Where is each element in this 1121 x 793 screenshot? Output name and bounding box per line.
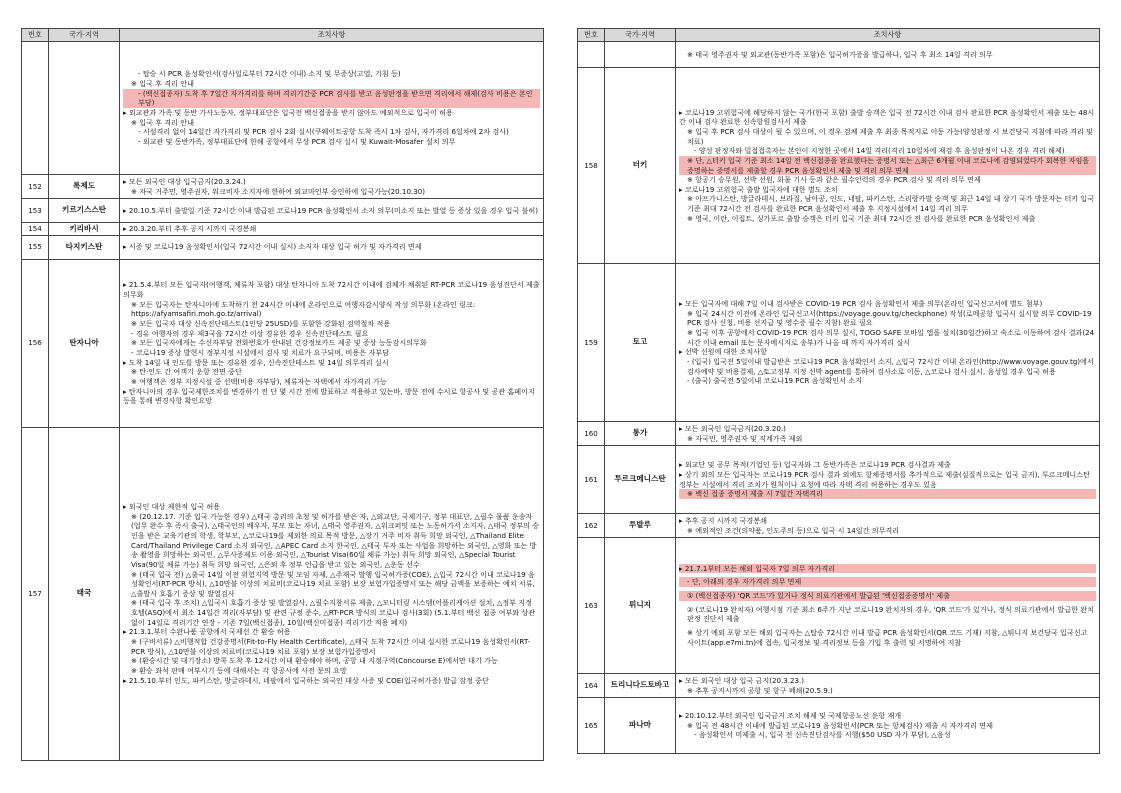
- measures-cell: [120, 223, 544, 236]
- measures-cell: [120, 42, 544, 175]
- measure-line: ※ 입국 후 PCR 검사 대상이 될 수 있으며, 이 경우 검체 제출 후 최종 목적지로 이동 가능(양성판정 시 보건당국 지침에 따라 격리 및 치료): [687, 126, 1093, 146]
- measure-line: ▸ 상기 외의 모든 입국자는 코로나19 PCR 검사 결과 외에도 항체증명서를 추가적으로 제출(실질적으로는 입국 금지), 투르크메니스탄 정부는 시설에서 격리 조치가 원칙이나 요청에 따라 자택 격리 허용하는 경우도 있음: [679, 469, 1090, 489]
- measure-line: ※ (환승시간 및 대기장소) 방콕 도착 후 12시간 이내 환승해야 하며, 공항 내 지정구역(Concourse E)에서만 대기 가능: [131, 656, 498, 666]
- row-number: 165: [578, 698, 605, 754]
- table-row: [22, 427, 544, 760]
- country-name: 통가: [605, 422, 676, 446]
- measure-line: ▸ 20.3.20.부터 추후 공지 시까지 국경봉쇄: [123, 224, 257, 233]
- header-measures: 조치사항: [676, 29, 1100, 42]
- row-number: [22, 42, 49, 175]
- measure-line: ※ (구비서류) △비행적합 건강증명서(Fit-to-Fly Health Certificate), △태국 도착 72시간 이내 실시한 코로나19 음성확인서(RT-PCR 방식), △10만불 이상의 치료비(코로나19 치료 포함) 보장 보험가입증명서: [131, 637, 531, 656]
- measure-line: ▸ 모든 외국인 대상 입국 금지(20.3.23.): [679, 675, 805, 685]
- measures-cell: [120, 427, 544, 760]
- entry-restrictions-table-left: [21, 28, 544, 761]
- measure-line: ※ 모든 입국자에게는 수신자부담 전화번호가 안내된 건강정보카드 제공 및 증상 능동감시의무화: [131, 338, 427, 348]
- measure-line: ▸ 탄자니아의 경우 입국제한조치를 변경하기 전 단 몇 시간 전에 발표하고 적용하고 있는바, 방문 전에 수시로 항공사 및 공관 홈페이지 등을 통해 변경사항 확인요망: [123, 386, 535, 406]
- measure-line: ※ 입국 24시간 이전에 온라인 입국신고서(https://voyage.gouv.tg/checkphone) 작성(로메공항 입국시 실시할 의무 COVID-19 PCR 검사 신청, 비용 선지급 및 영수증 필수 지참) 완료 필요: [687, 308, 1092, 328]
- measure-line: ▸ 도착 14일 내 인도를 방문 또는 경유한 경우, 신속진단테스트 및 14일 의무격리 실시: [123, 357, 389, 367]
- row-number: 162: [578, 514, 605, 538]
- country-name: 록제도: [49, 175, 120, 199]
- table-row: [578, 446, 1100, 514]
- measure-line: ※ 입국 이후 공항에서 COVID-19 PCR 검사 의무 실시, TOGO SAFE 모바일 앱을 설치(30일간)하고 숙소로 이동하여 검사 결과(24시간 이내 email 또는 문자메시지로 송부)가 나올 때 까지 자가격리 실시: [687, 328, 1095, 347]
- measure-line: ※ 입국 후 격리 안내: [131, 117, 194, 127]
- country-name: 키리바시: [49, 223, 120, 236]
- measure-line: ※ 추후 공지시까지 공항 및 항구 폐쇄(20.5.9.): [687, 685, 833, 695]
- right-table-column: [577, 28, 1100, 754]
- table-row: [22, 235, 544, 259]
- measure-line: ▸ 20.10.5.부터 출발일 기준 72시간 이내 발급된 코로나19 PCR 음성확인서 소지 의무(미소지 또는 발열 등 증상 있을 경우 입국 불허): [123, 205, 538, 215]
- row-number: [578, 42, 605, 68]
- measure-line: - 외교관 및 동반가족, 정부대표단에 한해 공항에서 무상 PCR 검사 실시 및 Kuwait-Mosafer 설치 의무: [138, 136, 456, 146]
- row-number: 164: [578, 674, 605, 698]
- measure-line: ※ 아프가니스탄, 방글라데시, 브라질, 남아공, 인도, 네팔, 파키스탄, 스리랑카발 승객 및 최근 14일 내 상기 국가 방문자는 터키 입국 기준 최대 72시간 전 검사를 완료한 PCR 음성확인서 제출 후 지정시설에서 14일 격리 의무: [687, 194, 1095, 214]
- measure-line: - 음성확인서 미제출 시, 입국 전 신속진단검사를 시행($50 USD 자가 부담), △음성: [694, 730, 951, 740]
- header-number: 번호: [578, 29, 605, 42]
- table-row: [22, 42, 544, 175]
- measure-line: ▸ 시증 및 코로나19 음성확인서(입국 72시간 이내 실시) 소지자 대상 입국 허가 및 자가격리 면제: [123, 242, 422, 252]
- measure-line: - 양성 판정자와 밀접접촉자는 본인이 지정한 곳에서 14일 격리(격리 10일차에 재검 후 음성판정이 나온 경우 격리 해제): [694, 146, 1065, 156]
- measure-line: - 단, 아래의 경우 자가격리 의무 면제: [679, 577, 1096, 587]
- country-name: [605, 42, 676, 68]
- measure-line: ※ 태국 영주권자 및 외교관(동반가족 포함)은 입국허가증을 발급하나, 입국 후 최소 14일 격리 의무: [687, 49, 993, 59]
- measure-line: ▸ 모든 외국인 입국금지(20.3.20.): [679, 423, 786, 433]
- header-country: 국가·지역: [49, 29, 120, 42]
- measure-line: - 시설격리 없이 14일간 자가격리 및 PCR 검사 2회 실시(쿠웨이트공항 도착 즉시 1차 검사, 자가격리 6일차에 2차 검사): [138, 127, 509, 137]
- measures-cell: [676, 674, 1100, 698]
- measure-line: ▸ 모든 입국자에 대해 7일 이내 검사받은 COVID-19 PCR 검사 음성확인서 제출 의무(온라인 입국신고서에 별도 첨부): [679, 299, 1043, 309]
- measure-line: ▸ 코로나19 고위험국 출발 입국자에 대한 별도 조치: [679, 184, 838, 194]
- table-row: [578, 68, 1100, 264]
- row-number: 158: [578, 68, 605, 264]
- row-number: 160: [578, 422, 605, 446]
- table-row: [578, 42, 1100, 68]
- measure-line: ※ 상기 예외 포함 모든 해외 입국자는 △탑승 72시간 이내 발급 PCR 음성확인서(QR 코드 기재) 지참, △튀니지 보건당국 입국신고 사이트(app.e7mi.tn)에 접속, 입국정보 및 격리정보 등을 기입 후 출력 및 서명하여 지참: [687, 627, 1088, 647]
- measure-line: ※ 탄·인도 간 여객기 운항 전면 중단: [131, 367, 242, 377]
- measure-line: ▸ 외국인 대상 제한적 입국 허용: [123, 502, 221, 512]
- entry-restrictions-table-right: [577, 28, 1100, 754]
- measure-line: ▸ 외교단 및 공무 목적(기업인 등) 입국자와 그 동반가족은 코로나19 PCR 검사결과 제출: [679, 460, 951, 470]
- measure-line: - 탑승 시 PCR 음성확인서(검사일로부터 72시간 이내) 소지 및 무증상(고열, 기침 등): [138, 69, 401, 79]
- country-name: 키르기스스탄: [49, 199, 120, 223]
- measure-line: ※ (20.12.17. 기준 입국 가능한 경우) △태국 총리의 초청 및 허가를 받은 자, △외교단, 국제기구, 정부 대표단, △필수 물품 운송자(업무 완수 후 즉시 출국), △태국인의 배우자, 부모 또는 자녀, △태국 영주권자, △워크퍼밋 또는 노동허가서 소지자, △태국 정부의 승인을 받은 교육기관의 학생, 학부모, △코로나19를 제외한 의료 목적 방문, △장기 거주 비자 취득 희망 외국인, △Thailand Elite Card/Thailand Privilege Card 소지 외국인, △APEC Card 소지 한국인, △태국 투자 또는 사업을 희망하는 외국인, △영화 또는 방송 촬영을 희망하는 외국인, △무사증제도 이용 외국인, △Tourist Visa(60일 체류 가능) 취득 희망 외국인, △Special Tourist Visa(90일 체류 가능) 취득 희망 외국인, △은퇴 후 정부 언급을 받고 있는 외국인, △운동 선수: [131, 511, 540, 569]
- country-name: [49, 42, 120, 175]
- table-row: [22, 199, 544, 223]
- measure-line: ※ 백신 접종 증명서 제출 시 7일간 자택격리: [679, 489, 1096, 499]
- table-row: [578, 698, 1100, 754]
- table-row: [578, 514, 1100, 538]
- country-name: 트리니다드토바고: [605, 674, 676, 698]
- measures-cell: [120, 259, 544, 427]
- measure-line: ※ 여행객은 정부 지정시설 중 선택(비용 자부담), 체류자는 자택에서 자가격리 가능: [131, 376, 387, 386]
- measure-line: ② (코로나19 완치자) 여행시점 기준 최소 6주가 지난 코로나19 완치자의 경우, 'QR 코드'가 있거나, 정식 의료기관에서 발급한 완치판정 진단서 제출: [687, 604, 1094, 624]
- measures-cell: [120, 235, 544, 259]
- row-number: 155: [22, 235, 49, 259]
- measure-line: ▸ 추후 공지 시까지 국경봉쇄: [679, 515, 767, 525]
- row-number: 153: [22, 199, 49, 223]
- measures-cell: [676, 514, 1100, 538]
- table-header-row: [22, 29, 544, 42]
- country-name: 튀니지: [605, 538, 676, 674]
- measure-line: ▸ 코로나19 고위험국에 해당하지 않는 국가(한국 포함) 출발 승객은 입국 전 72시간 이내 검사 완료한 PCR 음성확인서 제출 또는 48시간 이내 검사 완료한 신속항원검사서 제출: [679, 107, 1095, 127]
- measures-cell: [676, 538, 1100, 674]
- table-header-row: [578, 29, 1100, 42]
- country-name: 토고: [605, 264, 676, 422]
- measure-line: ※ (태국 입국 전) △출국 14일 이전 위험지역 방문 및 모임 자제, △주재국 발행 입국허가증(COE), △입국 72시간 이내 코로나19 음성확인서(RT-PCR 방식), △10만불 이상의 치료비(코로나19 치료 포함) 보장 보험가입증명서 또는 해당 금액을 보증하는 예치 서류, △출발시 호흡기 증상 및 발열검사: [131, 569, 535, 598]
- measure-line: - 코로나19 증상 발현시 정부지정 시설에서 검사 및 치료가 요구되며, 비용은 자부담: [131, 347, 389, 357]
- table-row: [578, 264, 1100, 422]
- measure-line: ▸ 21.3.1.부터 수완나품 공항에서 국제선 간 환승 허용: [123, 627, 291, 637]
- measure-line: ※ 입국 전 48시간 이내에 발급된 코로나19 음성확인서(PCR 또는 항체검사) 제출 시 자가격리 면제: [687, 720, 993, 730]
- measure-line: ▸ 20.10.12.부터 외국인 입국금지 조치 해제 및 국제항공노선 운항 재개: [679, 711, 902, 721]
- measures-cell: [676, 68, 1100, 264]
- measure-line: ※ 자국민, 영주권자 및 직계가족 제외: [687, 433, 803, 443]
- table-row: [22, 259, 544, 427]
- country-name: 투발루: [605, 514, 676, 538]
- measure-line: ▸ 21.7.1부터 모든 해외 입국자 7일 의무 자가격리: [679, 564, 1096, 574]
- country-name: 태국: [49, 427, 120, 760]
- country-name: 투르크메니스탄: [605, 446, 676, 514]
- measure-line: - 경유 여행자의 경우 제3국을 72시간 이상 경유한 경우 신속진단테스트 필요: [131, 328, 369, 338]
- measure-line: - (입국) 입국전 5일이내 발급받은 코로나19 PCR 음성확인서 소지, △입국 72시간 이내 온라인(http://www.voyage.gouv.tg)에서 검사예약 및 비용결제, △토고정부 지정 선박 agent를 통하여 검사소로 이동, △코로나 검사 실시, 음성일 경우 입국 허용: [687, 356, 1094, 376]
- measure-line: ※ 환승 좌석 판매 여부시기 등에 대해서는 각 항공사에 사전 문의 요망: [131, 665, 347, 675]
- measures-cell: [676, 42, 1100, 68]
- measures-cell: [120, 199, 544, 223]
- measures-cell: [676, 264, 1100, 422]
- measure-line: ※ 영국, 이란, 이집트, 싱가포르 출발 승객은 터키 입국 기준 최대 72시간 전 검사를 완료한 PCR 음성확인서 제출: [687, 213, 1036, 223]
- measure-line: ▸ 21.5.4.부터 모든 입국자(여행객, 체류자 포함) 대상 탄자니아 도착 72시간 이내에 검체가 채취된 RT-PCR 코로나19 음성진단서 제출 의무화: [123, 280, 540, 300]
- measures-cell: [120, 175, 544, 199]
- country-name: 타지키스탄: [49, 235, 120, 259]
- measure-line: ※ 단, △터키 입국 기준 최소 14일 전 백신접종을 완료했다는 증명서 또는 △최근 6개월 이내 코로나에 감염되었다가 회복한 자임을 증명하는 증명서를 제출할 경우 PCR 음성확인서 제출 및 격리 의무 면제: [679, 156, 1096, 175]
- measure-line: ▸ 외교관과 가족 및 동반 가사노동자, 정부대표단은 입국전 백신접종을 받지 않아도 예외적으로 입국이 허용: [123, 108, 453, 117]
- row-number: 157: [22, 427, 49, 760]
- measure-line: - (출국) 출국전 5일이내 코로나19 PCR 음성확인서 소지: [687, 376, 862, 386]
- country-name: 파나마: [605, 698, 676, 754]
- table-row: [22, 175, 544, 199]
- measure-line: ※ 모든 입국자 대상 신속진단테스트(1인당 25USD)를 포함한 강화된 검역절차 적용: [131, 319, 391, 329]
- measure-line: ※ 자국 거주민, 영주권자, 워크비자 소지자에 한하여 외교마인부 승인하에 입국가능(20.10.30): [131, 186, 426, 196]
- row-number: 154: [22, 223, 49, 236]
- country-name: 탄자니아: [49, 259, 120, 427]
- row-number: 161: [578, 446, 605, 514]
- table-row: [22, 223, 544, 236]
- country-name: 터키: [605, 68, 676, 264]
- measure-line: ▸ 선박 선원에 대한 조치사항: [679, 347, 767, 357]
- measures-cell: [676, 446, 1100, 514]
- table-row: [578, 538, 1100, 674]
- left-table-column: [21, 28, 544, 761]
- row-number: 163: [578, 538, 605, 674]
- table-body-left: [22, 42, 544, 761]
- measure-line: ※ 입국 후 격리 안내: [131, 79, 194, 89]
- row-number: 156: [22, 259, 49, 427]
- measures-cell: [676, 698, 1100, 754]
- row-number: 159: [578, 264, 605, 422]
- measure-line: ※ 항공기 승무원, 선박 선원, 화물 기사 등과 같은 필수인력의 경우 PCR 검사 및 격리 의무 면제: [687, 175, 981, 185]
- header-country: 국가·지역: [605, 29, 676, 42]
- measure-line: - (백신접종자) 도착 후 7일간 자가격리를 하며 격리기간중 PCR 검사를 받고 음성판정을 받으면 격리에서 해제(검사 비용은 본인 부담): [123, 89, 540, 108]
- header-measures: 조치사항: [120, 29, 544, 42]
- measure-line: ▸ 21.5.10.부터 인도, 파키스탄, 방글라데시, 네팔에서 입국하는 외국인 대상 사증 및 COE(입국허가증) 발급 잠정 중단: [123, 675, 489, 685]
- measure-line: ※ 모든 입국자는 탄자니아에 도착하기 전 24시간 이내에 온라인으로 여행자감시양식 작성 의무화 (온라인 링크: https://afyamsafiri.moh.go.tz/arrival): [131, 299, 476, 319]
- table-row: [578, 674, 1100, 698]
- measure-line: ▸ 모든 외국인 대상 입국금지(20.3.24.): [123, 176, 246, 186]
- table-row: [578, 422, 1100, 446]
- table-body-right: [578, 42, 1100, 754]
- measures-cell: [676, 422, 1100, 446]
- measure-line: ① (백신접종자) 'QR 코드'가 있거나 정식 의료기관에서 발급된 '백신접종증명서' 제출: [679, 591, 1096, 601]
- measure-line: ※ 예외적인 조건(의약품, 인도주의 등)으로 입국 시 14일간 의무격리: [687, 525, 900, 535]
- measure-line: ※ (태국 입국 후 조치) △입국시 호흡기 증상 및 발열검사, △필수지참서류 제출, △모니터링 시스템(어플리케이션 설치, △정부 지정 호텔(ASQ)에서 최소 14일간 격리(자부담) 및 관련 규정 준수, △RT-PCR 방식의 코로나 검사(3회) (5.1.부터 백신 접종 여부와 상관없이 14일로 격리기간 연장 - 기존 7일(백신접종), 10일(백신미접종) 격리기간 적용 폐지): [131, 598, 536, 627]
- row-number: 152: [22, 175, 49, 199]
- header-number: 번호: [22, 29, 49, 42]
